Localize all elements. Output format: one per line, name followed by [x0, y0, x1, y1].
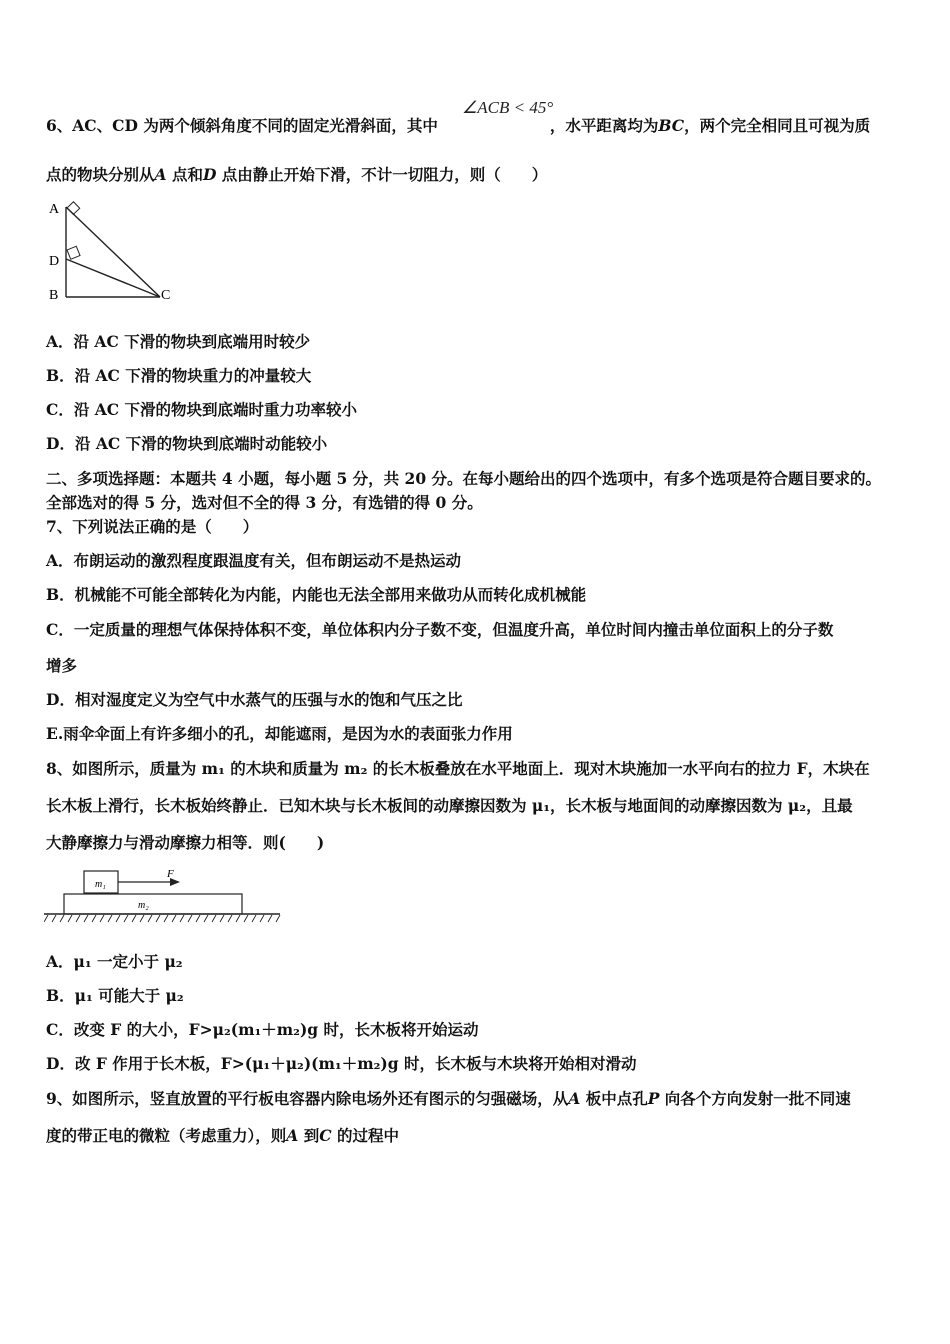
q9-line1-b: 板中点孔 — [580, 1089, 648, 1108]
q6-option-d: D．沿 AC 下滑的物块到底端时动能较小 — [46, 434, 328, 453]
q7-option-c-cont: 增多 — [46, 656, 78, 675]
q9-line2-a: 度的带正电的微粒（考虑重力），则 — [46, 1126, 287, 1145]
label-m2: m₂ — [138, 900, 149, 911]
q9-plate-a: A — [568, 1089, 581, 1108]
q6-stem-part1: 6、AC、CD 为两个倾斜角度不同的固定光滑斜面，其中 — [46, 116, 438, 135]
q9-stem-line1 — [46, 1089, 851, 1109]
label-m1: m₁ — [95, 879, 106, 890]
q7-option-d: D．相对湿度定义为空气中水蒸气的压强与水的饱和气压之比 — [46, 690, 463, 709]
q7-option-b: B．机械能不可能全部转化为内能，内能也无法全部用来做功从而转化成机械能 — [46, 585, 587, 604]
q9-line1-c: 向各个方向发射一批不同速 — [659, 1089, 851, 1108]
q9-point-a: A — [286, 1126, 299, 1145]
q6-stem-line2-a: 点的物块分别从 — [46, 165, 155, 184]
q9-line2-b: 到 — [298, 1126, 320, 1145]
q6-bc: BC — [658, 116, 685, 135]
q6-stem-line1 — [46, 116, 870, 136]
q9-point-p: P — [647, 1089, 660, 1108]
label-b: B — [49, 288, 59, 303]
q6-point-a: A — [154, 165, 167, 184]
label-a: A — [49, 202, 60, 217]
section2-heading-line1: 二、多项选择题：本题共 4 小题，每小题 5 分，共 20 分。在每小题给出的四个选项中，有多个选项是符合题目要求的。 — [46, 469, 882, 488]
q6-point-d: D — [202, 165, 217, 184]
q7-option-a: A．布朗运动的激烈程度跟温度有关，但布朗运动不是热运动 — [46, 551, 462, 570]
q6-option-b: B．沿 AC 下滑的物块重力的冲量较大 — [46, 366, 312, 385]
q6-stem-line2-b: 点和 — [166, 165, 203, 184]
q8-stem-line3: 大静摩擦力与滑动摩擦力相等．则( ) — [46, 833, 325, 852]
q6-stem-line2 — [46, 165, 547, 185]
q6-stem-line2-c: 点由静止开始下滑，不计一切阻力，则（ ） — [216, 165, 548, 184]
q8-stem-line2: 长木板上滑行，长木板始终静止．已知木块与长木板间的动摩擦因数为 μ₁，长木板与地面间的动摩擦因数为 μ₂，且最 — [46, 796, 853, 815]
q7-option-c: C．一定质量的理想气体保持体积不变，单位体积内分子数不变，但温度升高，单位时间内撞击单位面积上的分子数 — [46, 620, 834, 639]
q6-option-a: A．沿 AC 下滑的物块到底端用时较少 — [46, 332, 311, 351]
label-c: C — [161, 288, 171, 303]
q9-point-c: C — [319, 1126, 332, 1145]
q8-option-b: B．μ₁ 可能大于 μ₂ — [46, 986, 184, 1005]
q9-line2-c: 的过程中 — [331, 1126, 399, 1145]
q8-option-c: C．改变 F 的大小，F>μ₂(m₁＋m₂)g 时，长木板将开始运动 — [46, 1020, 479, 1039]
label-d: D — [49, 254, 60, 269]
q6-angle-condition: ∠ACB < 45° — [462, 98, 554, 117]
q8-block-diagram — [44, 866, 294, 928]
q6-stem-part2: ，水平距离均为 — [549, 116, 659, 135]
q6-option-c: C．沿 AC 下滑的物块到底端时重力功率较小 — [46, 400, 357, 419]
q6-incline-diagram — [40, 195, 220, 307]
q8-option-d: D．改 F 作用于长木板，F>(μ₁＋μ₂)(m₁＋m₂)g 时，长木板与木块将开始相对滑动 — [46, 1054, 637, 1073]
q8-stem-line1: 8、如图所示，质量为 m₁ 的木块和质量为 m₂ 的长木板叠放在水平地面上．现对木块施加一水平向右的拉力 F，木块在 — [46, 759, 870, 778]
q9-stem-line2 — [46, 1126, 399, 1146]
q6-stem-part3: ，两个完全相同且可视为质 — [684, 116, 871, 135]
q7-stem: 7、下列说法正确的是（ ） — [46, 517, 259, 536]
q8-option-a: A．μ₁ 一定小于 μ₂ — [46, 952, 183, 971]
q7-option-e: E.雨伞伞面上有许多细小的孔，却能遮雨，是因为水的表面张力作用 — [46, 724, 513, 743]
q9-line1-a: 9、如图所示，竖直放置的平行板电容器内除电场外还有图示的匀强磁场，从 — [46, 1089, 569, 1108]
section2-heading-line2: 全部选对的得 5 分，选对但不全的得 3 分，有选错的得 0 分。 — [46, 493, 483, 512]
label-f: F — [167, 868, 174, 880]
